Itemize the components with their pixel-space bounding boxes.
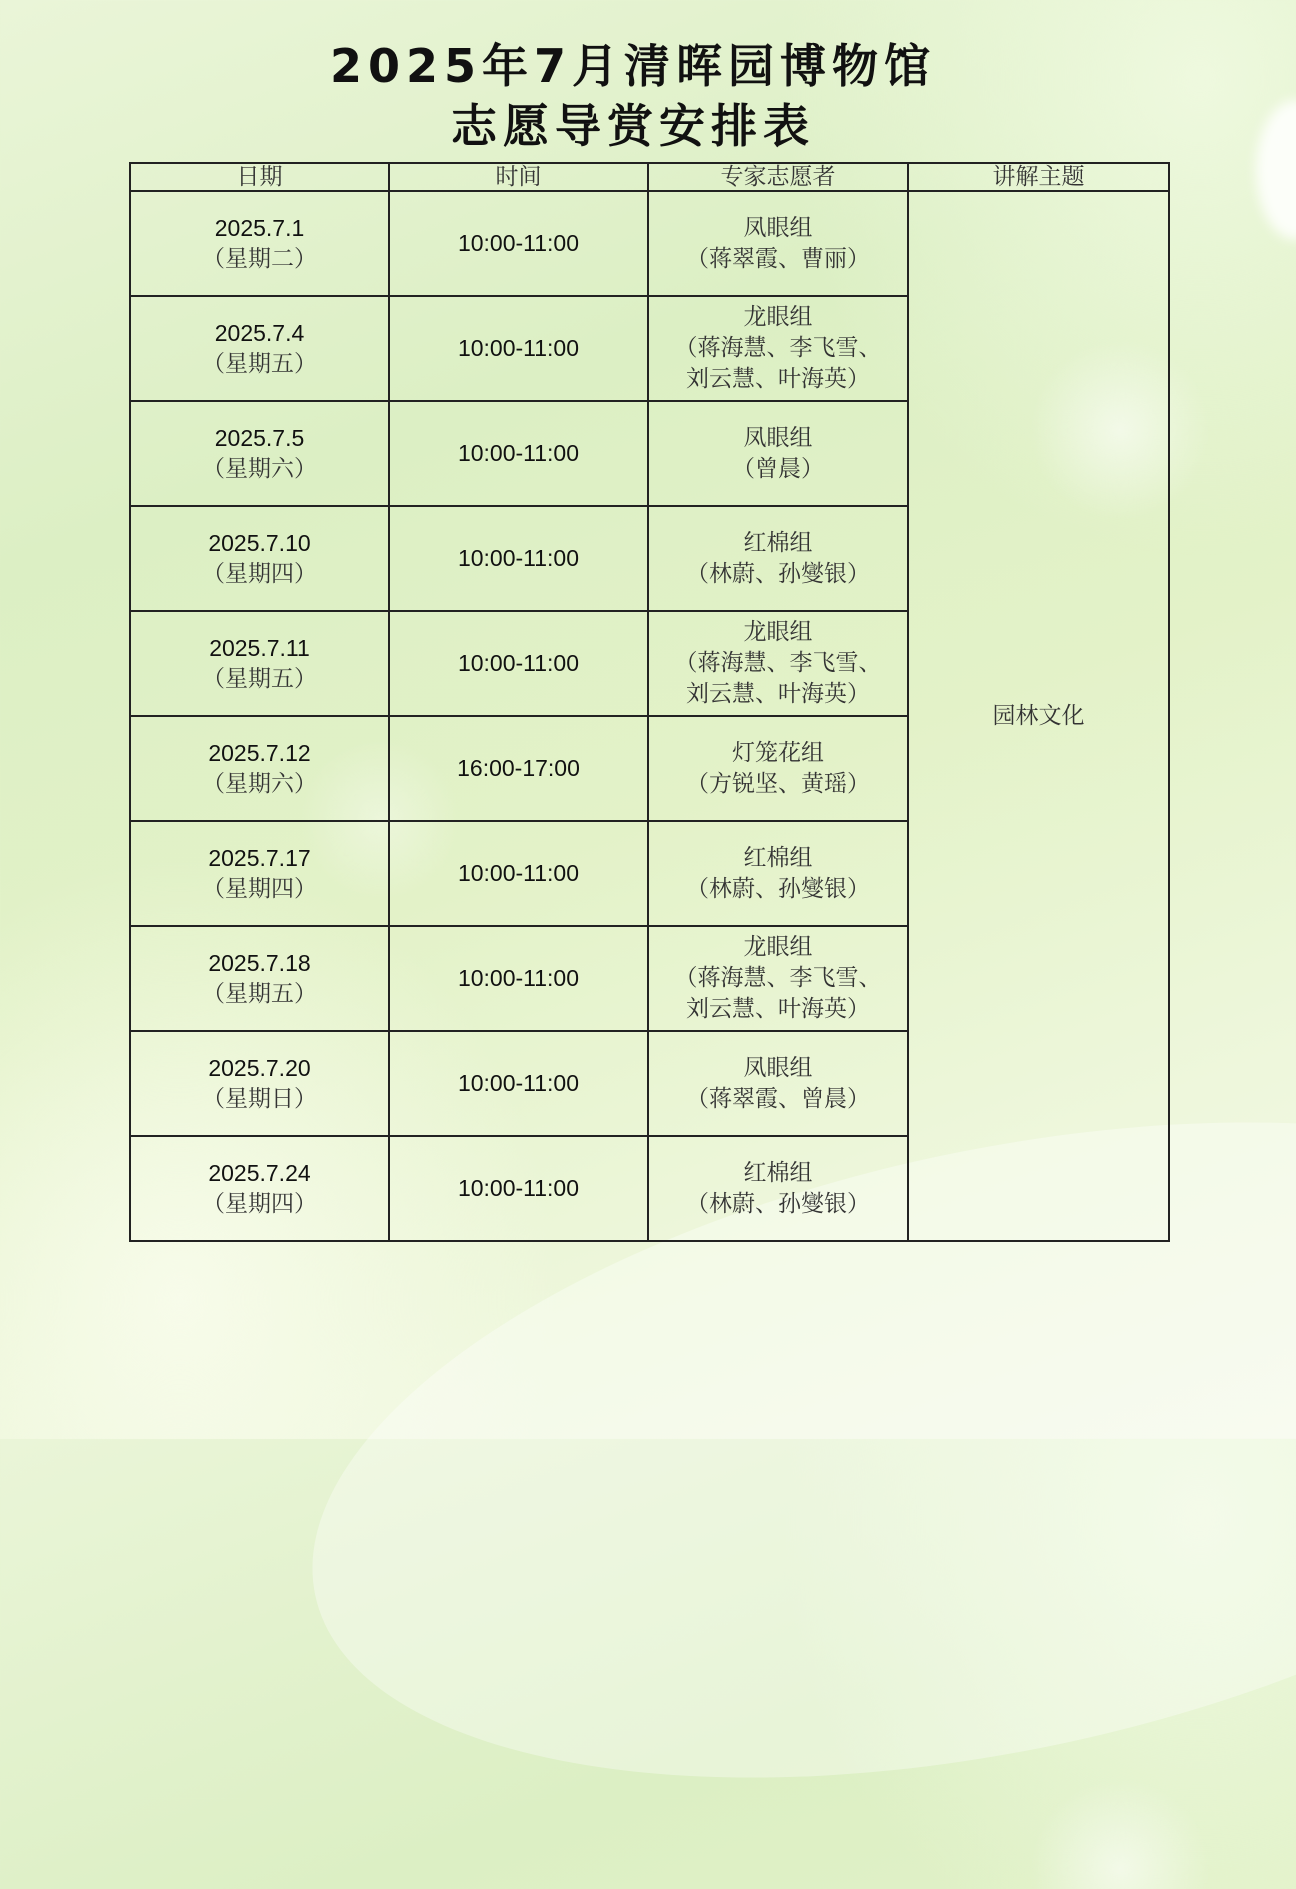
date-cell [130, 1031, 389, 1136]
date-cell [130, 716, 389, 821]
date-cell [130, 506, 389, 611]
weekday-value: （星期五） [202, 980, 317, 1007]
members-line: 刘云慧、叶海英） [686, 681, 870, 707]
volunteer-cell [648, 926, 908, 1031]
group-name: 红棉组 [743, 529, 813, 556]
group-name: 凤眼组 [743, 424, 813, 451]
group-name: 凤眼组 [743, 1054, 813, 1081]
schedule-table [129, 162, 1170, 1242]
members-line: （林蔚、孙燮银） [686, 1190, 870, 1217]
time-cell: 10:00-11:00 [389, 821, 648, 926]
members-line: （林蔚、孙燮银） [686, 875, 870, 902]
date-value: 2025.7.18 [208, 949, 311, 976]
weekday-value: （星期五） [202, 350, 317, 377]
schedule-body [130, 191, 1169, 1241]
date-value: 2025.7.12 [208, 739, 311, 766]
members-line: （蒋海慧、李飞雪、 [674, 965, 882, 991]
volunteer-cell [648, 191, 908, 296]
volunteer-cell [648, 401, 908, 506]
time-cell: 10:00-11:00 [389, 296, 648, 401]
members-line: （蒋翠霞、曹丽） [686, 245, 870, 272]
weekday-value: （星期四） [202, 560, 317, 587]
volunteer-cell [648, 296, 908, 401]
time-cell: 10:00-11:00 [389, 926, 648, 1031]
weekday-value: （星期日） [202, 1085, 317, 1112]
weekday-value: （星期六） [202, 770, 317, 797]
header-time: 时间 [389, 163, 648, 191]
date-cell [130, 401, 389, 506]
volunteer-cell [648, 1031, 908, 1136]
date-value: 2025.7.5 [214, 424, 305, 451]
time-cell: 10:00-11:00 [389, 1031, 648, 1136]
date-value: 2025.7.4 [214, 319, 305, 346]
group-name: 龙眼组 [743, 934, 813, 960]
weekday-value: （星期二） [202, 245, 317, 272]
group-name: 灯笼花组 [732, 739, 824, 766]
header-row [130, 163, 1169, 191]
date-cell [130, 1136, 389, 1241]
members-line: （蒋翠霞、曾晨） [686, 1085, 870, 1112]
members-line: （曾晨） [732, 455, 824, 482]
date-cell [130, 821, 389, 926]
date-cell [130, 611, 389, 716]
members-line: 刘云慧、叶海英） [686, 996, 870, 1022]
time-cell: 10:00-11:00 [389, 1136, 648, 1241]
page-title: 2025年7月清晖园博物馆 [329, 39, 937, 93]
volunteer-cell [648, 611, 908, 716]
volunteer-cell [648, 821, 908, 926]
header-date: 日期 [130, 163, 389, 191]
header-theme: 讲解主题 [908, 163, 1169, 191]
time-cell: 10:00-11:00 [389, 191, 648, 296]
group-name: 红棉组 [743, 1159, 813, 1186]
weekday-value: （星期五） [202, 665, 317, 692]
group-name: 红棉组 [743, 844, 813, 871]
date-value: 2025.7.24 [208, 1159, 311, 1186]
members-line: 刘云慧、叶海英） [686, 366, 870, 392]
weekday-value: （星期四） [202, 875, 317, 902]
group-name: 凤眼组 [743, 214, 813, 241]
date-cell [130, 296, 389, 401]
date-value: 2025.7.17 [208, 844, 311, 871]
group-name: 龙眼组 [743, 304, 813, 330]
volunteer-cell [648, 716, 908, 821]
time-cell: 10:00-11:00 [389, 611, 648, 716]
time-cell: 10:00-11:00 [389, 506, 648, 611]
time-cell: 16:00-17:00 [389, 716, 648, 821]
date-cell [130, 191, 389, 296]
page-subtitle: 志愿导赏安排表 [451, 99, 815, 153]
volunteer-cell [648, 1136, 908, 1241]
group-name: 龙眼组 [743, 619, 813, 645]
date-value: 2025.7.11 [209, 634, 310, 661]
members-line: （方锐坚、黄瑶） [686, 770, 870, 797]
date-cell [130, 926, 389, 1031]
volunteer-cell [648, 506, 908, 611]
members-line: （蒋海慧、李飞雪、 [674, 650, 882, 676]
table-row [130, 191, 1169, 296]
weekday-value: （星期六） [202, 455, 317, 482]
time-cell: 10:00-11:00 [389, 401, 648, 506]
members-line: （林蔚、孙燮银） [686, 560, 870, 587]
date-value: 2025.7.20 [208, 1054, 311, 1081]
weekday-value: （星期四） [202, 1190, 317, 1217]
members-line: （蒋海慧、李飞雪、 [674, 335, 882, 361]
date-value: 2025.7.10 [208, 529, 311, 556]
date-value: 2025.7.1 [214, 214, 305, 241]
theme-cell: 园林文化 [908, 191, 1169, 1241]
header-volunteers: 专家志愿者 [648, 163, 908, 191]
